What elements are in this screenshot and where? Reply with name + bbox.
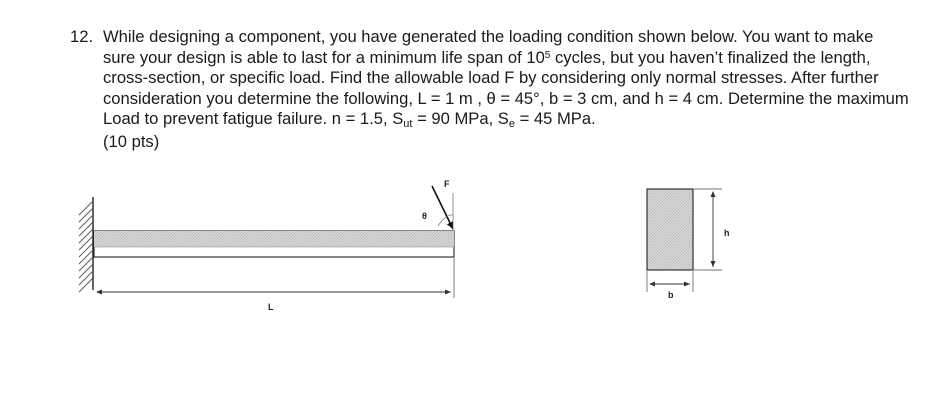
cycles-exponent: 5 [544,49,551,61]
problem-number: 12. [70,27,94,46]
wall-support [79,197,93,292]
cantilever-beam [94,231,454,257]
angle-label: θ [422,211,427,221]
cross-section [647,189,693,270]
problem-text-part-4: = 45 MPa. [514,109,596,128]
problem-text-part-1: While designing a component, you have generated the loading condition shown below. You want to make sure your design is able to last for a minimum life span of 10 [103,27,874,67]
force-arrow [432,186,453,229]
height-dimension [694,189,730,270]
height-label: h [724,228,730,238]
width-label: b [668,290,674,300]
length-label: L [268,302,274,312]
problem-text-part-2: cycles, but you haven’t finalized the length, cross-section, or specific load. Find the allowable load F by considering only normal stresses. After further consideration you determine the following, L = 1 m , θ = 45°, b = 3 cm, and h = 4 cm. Determine the maximum Load to prevent fatigue failure. n = 1.5, S [103,47,909,128]
applied-force [422,179,453,230]
cross-section-rect [647,189,693,270]
sut-subscript: ut [403,118,413,130]
problem-text-part-3: = 90 MPa, S [412,109,509,128]
length-dimension [97,258,454,312]
problem-points: (10 pts) [103,131,160,151]
width-dimension [647,271,693,300]
se-subscript: e [508,118,515,130]
force-label: F [444,179,450,189]
